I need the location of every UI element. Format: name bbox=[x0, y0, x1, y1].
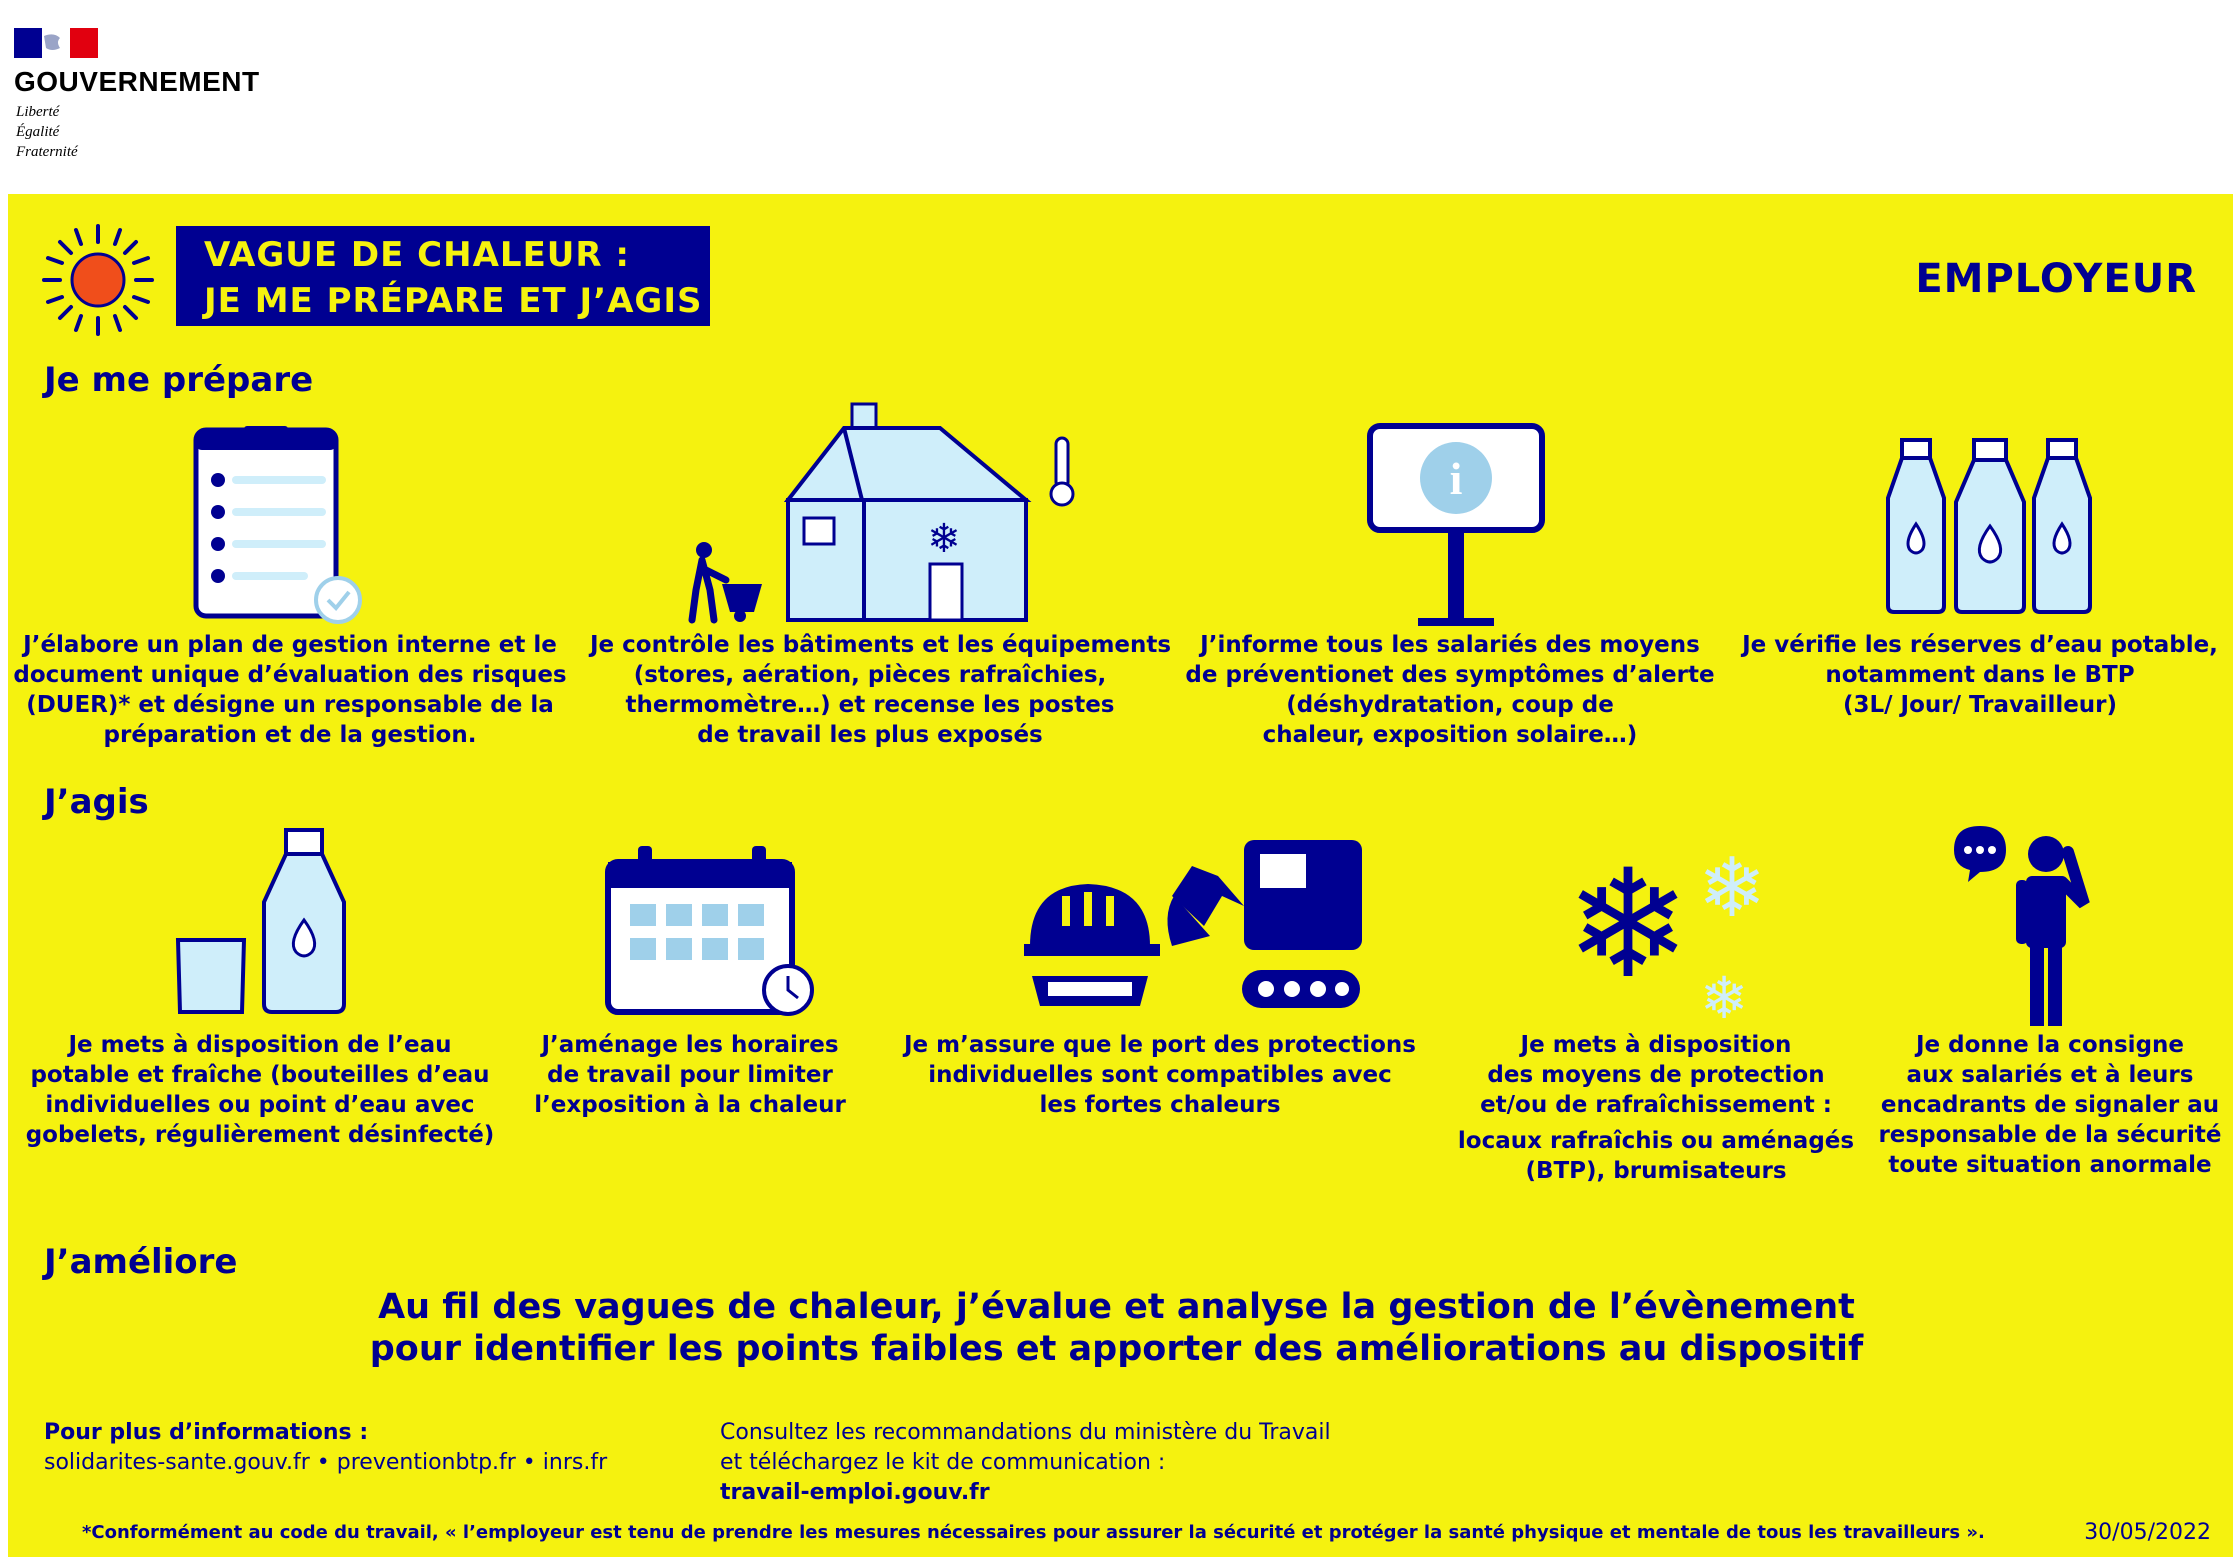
info-links[interactable]: solidarites-sante.gouv.fr • preventionbtp.fr • inrs.fr bbox=[44, 1450, 608, 1475]
improve-statement: Au fil des vagues de chaleur, j’évalue et analyse la gestion de l’évènement pour identifier les points faibles et apporter des améliorations au dispositif bbox=[369, 1287, 1864, 1369]
publication-date: 30/05/2022 bbox=[2084, 1520, 2211, 1545]
agis-item-2: J’aménage les horaires de travail pour limiter l’exposition à la chaleur bbox=[534, 1032, 846, 1118]
audience-label: EMPLOYEUR bbox=[1915, 256, 2197, 302]
sun-icon bbox=[40, 222, 156, 338]
section-ameliore: J’améliore bbox=[44, 1242, 238, 1282]
footnote: *Conformément au code du travail, « l’employeur est tenu de prendre les mesures nécessaires pour assurer la sécurité et protéger la santé physique et mentale de tous les travailleurs ». bbox=[82, 1522, 1985, 1543]
svg-text:❄: ❄ bbox=[927, 516, 961, 562]
clipboard-icon bbox=[194, 426, 366, 626]
devise: Liberté Égalité Fraternité bbox=[16, 104, 78, 160]
svg-text:❄: ❄ bbox=[1697, 841, 1767, 936]
agis-item-4: Je mets à disposition des moyens de protection et/ou de rafraîchissement : locaux rafraîchis ou aménagés (BTP), brumisateurs bbox=[1457, 1032, 1855, 1184]
page-title: VAGUE DE CHALEUR : JE ME PRÉPARE ET J’AGIS bbox=[176, 226, 710, 326]
svg-text:❄: ❄ bbox=[1699, 964, 1749, 1032]
building-icon bbox=[692, 404, 1082, 624]
svg-text:i: i bbox=[1449, 453, 1463, 504]
bottle-glass-icon bbox=[174, 828, 350, 1016]
info-right: Consultez les recommandations du ministère du Travail et téléchargez le kit de communication : travail-emploi.gouv.fr bbox=[720, 1420, 1331, 1505]
snowflakes-icon bbox=[1560, 836, 1782, 1032]
section-prepare: Je me prépare bbox=[44, 360, 314, 400]
gov-label: GOUVERNEMENT bbox=[14, 66, 260, 97]
info-sign-icon bbox=[1366, 422, 1546, 626]
agis-item-3: Je m’assure que le port des protections individuelles sont compatibles avec les fortes chaleurs bbox=[904, 1032, 1416, 1118]
agis-item-5: Je donne la consigne aux salariés et à leurs encadrants de signaler au responsable de la sécurité toute situation anormale bbox=[1878, 1032, 2222, 1178]
svg-text:❄: ❄ bbox=[1565, 838, 1691, 1012]
travail-emploi-link[interactable]: travail-emploi.gouv.fr bbox=[720, 1480, 990, 1505]
agis-item-1: Je mets à disposition de l’eau potable et fraîche (bouteilles d’eau individuelles ou point d’eau avec gobelets, régulièrement désinfecté) bbox=[25, 1032, 495, 1148]
person-phone-icon bbox=[1950, 822, 2120, 1028]
info-left: Pour plus d’informations : solidarites-sante.gouv.fr • preventionbtp.fr • inrs.fr bbox=[44, 1418, 607, 1478]
ppe-excavator-icon bbox=[1022, 836, 1362, 1012]
prepare-item-2: Je contrôle les bâtiments et les équipements (stores, aération, pièces rafraîchies, thermomètre…) et recense les postes de travail les plus exposés bbox=[590, 632, 1172, 748]
section-agis: J’agis bbox=[44, 782, 149, 822]
water-bottles-icon bbox=[1884, 438, 2102, 614]
prepare-item-1: J’élabore un plan de gestion interne et le document unique d’évaluation des risques (DUER)* et désigne un responsable de la préparation et de la gestion. bbox=[13, 632, 567, 748]
marianne-logo bbox=[14, 28, 98, 58]
prepare-item-3: J’informe tous les salariés des moyens de préventionet des symptômes d’alerte (déshydratation, coup de chaleur, exposition solaire…) bbox=[1185, 632, 1715, 748]
calendar-icon bbox=[604, 842, 822, 1020]
prepare-item-4: Je vérifie les réserves d’eau potable, notamment dans le BTP (3L/ Jour/ Travailleur) bbox=[1742, 632, 2218, 718]
